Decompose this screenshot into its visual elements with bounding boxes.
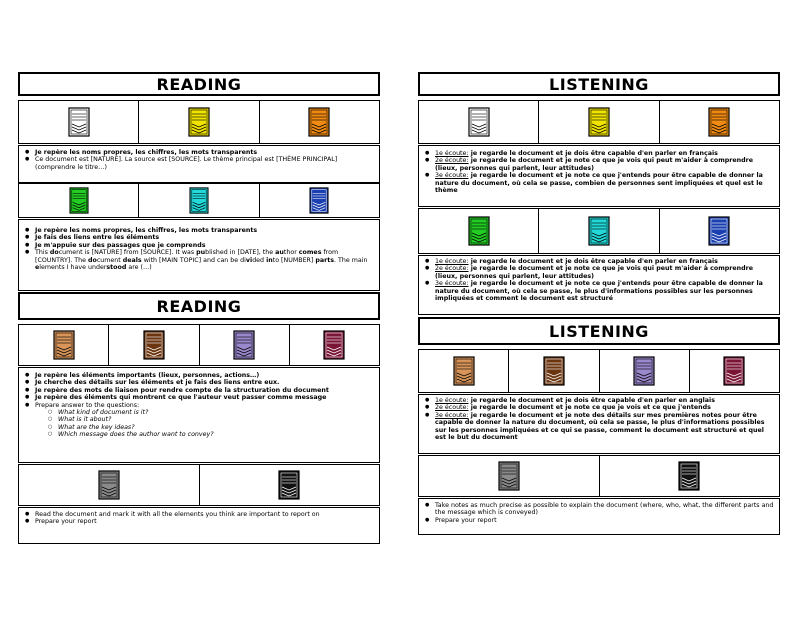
reading-level-1-text bbox=[22, 149, 376, 171]
icon-cell bbox=[660, 101, 779, 143]
list-item: ● 3e écoute: je regarde le document et je note des détails sur mes premières notes pour être capable de donner la nature du document, où cela se passe, le plus d'informations possibles sur les personnes impliquées et ce qui se passe, comment le document est structuré et quel est le but du document bbox=[422, 412, 776, 442]
list-item: ● Je repère les noms propres, les chiffres, les mots transparents bbox=[22, 149, 376, 156]
gray-book-icon bbox=[498, 461, 520, 491]
listening-title bbox=[418, 317, 780, 345]
list-item: ● Read the document and mark it with all the elements you think are important to report on bbox=[22, 511, 376, 518]
list-item: ● 3e écoute: je regarde le document et je note ce que j'entends pour être capable de donner la nature du document, où cela se passe, combien de personnes sent impliquées et quel est le thème bbox=[422, 172, 776, 194]
list-item: ● 2e écoute: je regarde le document et je note ce que je vois et ce que j'entends bbox=[422, 404, 776, 411]
icon-cell bbox=[539, 209, 659, 253]
list-item: ● 2e écoute: je regarde le document et je note ce que je vois qui peut m'aider à comprendre (lieux, personnes qui parlent, leur attitudes) bbox=[422, 157, 776, 172]
list-item: ● Je cherche des détails sur les éléments et je fais des liens entre eux. bbox=[22, 379, 376, 386]
white-book-icon bbox=[68, 107, 90, 137]
list-item: ● Je repère des mots de liaison pour rendre compte de la structuration du document bbox=[22, 387, 376, 394]
list-item: ● Prepare your report bbox=[422, 517, 776, 524]
blue-book-icon bbox=[309, 187, 329, 214]
list-item: ● Je repère les noms propres, les chiffres, les mots transparents bbox=[22, 227, 376, 234]
orange-book-icon bbox=[708, 107, 730, 137]
reading-level-4-icons bbox=[18, 464, 380, 506]
listening-level-3-icons bbox=[418, 349, 780, 393]
reading-level-3-text bbox=[22, 372, 376, 439]
icon-cell bbox=[260, 101, 379, 143]
icon-cell bbox=[200, 325, 290, 365]
icon-cell bbox=[19, 465, 200, 505]
reading-level-3-icons bbox=[18, 324, 380, 366]
icon-cell bbox=[690, 350, 779, 392]
list-item: ● This document is [NATURE] from [SOURCE]. It was published in [DATE], the author comes from [COUNTRY]. The document deals with [MAIN TOPIC] and can be divided into [NUMBER] parts. The main elements I have understood are (…) bbox=[22, 249, 376, 271]
black-book-icon bbox=[278, 470, 300, 500]
list-item: ● 1e écoute: je regarde le document et je dois être capable d'en parler en anglais bbox=[422, 397, 776, 404]
list-item: ● Je m'appuie sur des passages que je comprends bbox=[22, 242, 376, 249]
icon-cell bbox=[19, 184, 139, 217]
green-book-icon bbox=[69, 187, 89, 214]
white-book-icon bbox=[468, 107, 490, 137]
icon-cell bbox=[139, 101, 259, 143]
list-item: ● Prepare answer to the questions: bbox=[22, 402, 376, 409]
reading-level-2-text bbox=[22, 227, 376, 271]
icon-cell bbox=[419, 209, 539, 253]
question-item: ○ What are the key ideas? bbox=[22, 424, 376, 431]
icon-cell bbox=[600, 456, 780, 496]
lavender-book-icon bbox=[233, 330, 255, 360]
listening-title-text: LISTENING bbox=[549, 321, 649, 341]
maroon-book-icon bbox=[323, 330, 345, 360]
listening-level-2-text bbox=[422, 258, 776, 302]
list-item: ● Je fais des liens entre les éléments bbox=[22, 234, 376, 241]
icon-cell bbox=[600, 350, 690, 392]
list-item: ● Je repère des éléments qui montrent ce que l'auteur veut passer comme message bbox=[22, 394, 376, 401]
listening-level-3-text bbox=[422, 397, 776, 441]
reading-title-text: READING bbox=[156, 296, 242, 316]
yellow-book-icon bbox=[188, 107, 210, 137]
maroon-book-icon bbox=[723, 356, 745, 386]
brown-book-icon bbox=[143, 330, 165, 360]
question-item: ○ What kind of document is it? bbox=[22, 409, 376, 416]
icon-cell bbox=[419, 456, 600, 496]
icon-cell bbox=[660, 209, 779, 253]
icon-cell bbox=[19, 101, 139, 143]
yellow-book-icon bbox=[588, 107, 610, 137]
list-item: ● Take notes as much precise as possible to explain the document (where, who, what, the different parts and the message which is conveyed) bbox=[422, 502, 776, 517]
list-item: ● 2e écoute: je regarde le document et je note ce que je vois qui peut m'aider à comprendre (lieux, personnes qui parlent, leur attitudes) bbox=[422, 265, 776, 280]
brown-book-icon bbox=[543, 356, 565, 386]
cyan-book-icon bbox=[588, 216, 610, 246]
blue-book-icon bbox=[708, 216, 730, 246]
listening-level-1-text bbox=[422, 150, 776, 194]
orange-book-icon bbox=[308, 107, 330, 137]
question-item: ○ What is it about? bbox=[22, 416, 376, 423]
icon-cell bbox=[19, 325, 109, 365]
list-item: ● Ce document est [NATURE]. La source est [SOURCE]. Le thème principal est [THÈME PRINCIPAL] (comprendre le titre…) bbox=[22, 156, 376, 171]
list-item: ● 3e écoute: je regarde le document et je note ce que j'entends pour être capable de donner la nature du document, où cela se passe, le plus d'informations possibles sur les personnes impliquées et comment le document est structuré bbox=[422, 280, 776, 302]
cyan-book-icon bbox=[189, 187, 209, 214]
tan-book-icon bbox=[453, 356, 475, 386]
icon-cell bbox=[109, 325, 199, 365]
listening-level-2-icons bbox=[418, 208, 780, 254]
icon-cell bbox=[419, 101, 539, 143]
icon-cell bbox=[200, 465, 380, 505]
list-item: ● Je repère les éléments importants (lieux, personnes, actions…) bbox=[22, 372, 376, 379]
reading-title bbox=[18, 72, 380, 96]
question-item: ○ Which message does the author want to convey? bbox=[22, 431, 376, 438]
list-item: ● Prepare your report bbox=[22, 518, 376, 525]
reading-title bbox=[18, 292, 380, 320]
listening-level-1-icons bbox=[418, 100, 780, 144]
reading-title-text: READING bbox=[156, 74, 242, 94]
reading-level-1-icons bbox=[18, 100, 380, 144]
icon-cell bbox=[509, 350, 599, 392]
green-book-icon bbox=[468, 216, 490, 246]
listening-level-4-icons bbox=[418, 455, 780, 497]
black-book-icon bbox=[678, 461, 700, 491]
icon-cell bbox=[290, 325, 379, 365]
listening-title-text: LISTENING bbox=[549, 74, 649, 94]
icon-cell bbox=[539, 101, 659, 143]
listening-level-4-text bbox=[422, 502, 776, 524]
tan-book-icon bbox=[53, 330, 75, 360]
list-item: ● 1e écoute: je regarde le document et je dois être capable d'en parler en français bbox=[422, 258, 776, 265]
lavender-book-icon bbox=[633, 356, 655, 386]
icon-cell bbox=[260, 184, 379, 217]
icon-cell bbox=[419, 350, 509, 392]
gray-book-icon bbox=[98, 470, 120, 500]
listening-title bbox=[418, 72, 780, 96]
reading-level-4-text bbox=[22, 511, 376, 526]
icon-cell bbox=[139, 184, 259, 217]
reading-level-2-icons bbox=[18, 183, 380, 218]
list-item: ● 1e écoute: je regarde le document et je dois être capable d'en parler en français bbox=[422, 150, 776, 157]
